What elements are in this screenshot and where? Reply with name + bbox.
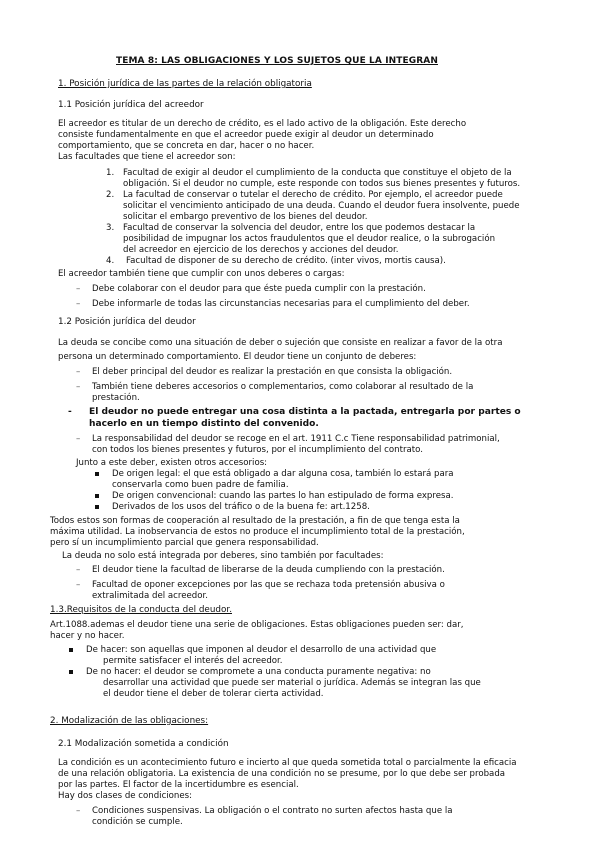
list-item: La facultad de conservar o tutelar el derecho de crédito. Por ejemplo, el acreedor puede <box>123 190 503 200</box>
paragraph-line: máxima utilidad. La inobservancia de estos no produce el incumplimiento total de la prestación, <box>50 527 465 537</box>
list-number: 2. <box>106 190 115 200</box>
list-item: solicitar el vencimiento anticipado de una deuda. Cuando el deudor fuera insolvente, puede <box>123 201 520 211</box>
paragraph-line: consiste fundamentalmente en que el acreedor puede exigir al deudor un determinado <box>58 130 434 140</box>
list-item: Debe colaborar con el deudor para que éste pueda cumplir con la prestación. <box>92 284 426 294</box>
subsection-2-1-heading: 2.1 Modalización sometida a condición <box>58 739 229 749</box>
paragraph-line: Art.1088.ademas el deudor tiene una serie de obligaciones. Estas obligaciones pueden ser: dar, <box>50 620 464 630</box>
list-item: De origen legal: el que está obligado a dar alguna cosa, también lo estará para <box>112 469 454 479</box>
bold-list-item: hacerlo en un tiempo distinto del convenido. <box>89 419 319 429</box>
list-item: prestación. <box>92 393 140 403</box>
list-item: extralimitada del acreedor. <box>92 591 208 601</box>
list-item: Condiciones suspensivas. La obligación o el contrato no surten afectos hasta que la <box>92 806 453 816</box>
paragraph-line: por las partes. El factor de la incertidumbre es esencial. <box>58 780 299 790</box>
list-number: 3. <box>106 223 115 233</box>
list-item: con todos los bienes presentes y futuros, por el incumplimiento del contrato. <box>92 445 423 455</box>
list-item: obligación. Si el deudor no cumple, este responde con todos sus bienes presentes y futuros. <box>123 179 521 189</box>
paragraph-line: El acreedor también tiene que cumplir con unos deberes o cargas: <box>58 269 345 279</box>
list-item: La responsabilidad del deudor se recoge en el art. 1911 C.c Tiene responsabilidad patrimonial, <box>92 434 500 444</box>
list-item: De hacer: son aquellas que imponen al deudor el desarrollo de una actividad que <box>86 645 437 655</box>
list-item: Facultad de oponer excepciones por las que se rechaza toda pretensión abusiva o <box>92 580 445 590</box>
paragraph-line: pero sí un incumplimiento parcial que genera responsabilidad. <box>50 538 319 548</box>
section-2-heading: 2. Modalización de las obligaciones: <box>50 716 209 726</box>
paragraph-line: hacer y no hacer. <box>50 631 125 641</box>
list-item: También tiene deberes accesorios o complementarios, como colaborar al resultado de la <box>92 382 474 392</box>
square-bullet-icon <box>69 648 73 652</box>
list-item: Derivados de los usos del tráfico o de la buena fe: art.1258. <box>112 502 370 512</box>
list-item: De origen convencional: cuando las partes lo han estipulado de forma expresa. <box>112 491 454 501</box>
subsection-1-3-heading: 1.3.Requisitos de la conducta del deudor. <box>50 605 232 615</box>
dash-bullet-icon: - <box>68 407 72 417</box>
dash-bullet-icon: – <box>76 299 81 309</box>
square-bullet-icon <box>95 505 99 509</box>
list-item: El deudor tiene la facultad de liberarse de la deuda cumpliendo con la prestación. <box>92 565 445 575</box>
dash-bullet-icon: – <box>76 565 81 575</box>
list-item: solicitar el embargo preventivo de los bienes del deudor. <box>123 212 368 222</box>
square-bullet-icon <box>95 472 99 476</box>
paragraph-line: Las facultades que tiene el acreedor son: <box>58 152 236 162</box>
list-number: 1. <box>106 168 115 178</box>
paragraph-line: de una relación obligatoria. La existencia de una condición no se presume, por lo que debe ser probada <box>58 769 506 779</box>
list-item: El deber principal del deudor es realizar la prestación en que consista la obligación. <box>92 367 453 377</box>
list-item: el deudor tiene el deber de tolerar cierta actividad. <box>103 689 324 699</box>
paragraph-line: persona un determinado comportamiento. El deudor tiene un conjunto de deberes: <box>58 352 417 362</box>
subsection-1-1-heading: 1.1 Posición jurídica del acreedor <box>58 100 204 110</box>
list-item: permite satisfacer el interés del acreedor. <box>103 656 283 666</box>
list-item: De no hacer: el deudor se compromete a una conducta puramente negativa: no <box>86 667 431 677</box>
list-item: Facultad de conservar la solvencia del deudor, entre los que podemos destacar la <box>123 223 476 233</box>
paragraph-line: La deuda se concibe como una situación de deber o sujeción que consiste en realizar a favor de la otra <box>58 338 503 348</box>
paragraph-line: La condición es un acontecimiento futuro e incierto al que queda sometida total o parcialmente la eficacia <box>58 758 517 768</box>
list-item: Debe informarle de todas las circunstancias necesarias para el cumplimiento del deber. <box>92 299 470 309</box>
bold-list-item: El deudor no puede entregar una cosa distinta a la pactada, entregarla por partes o <box>89 407 521 417</box>
list-item: Facultad de exigir al deudor el cumplimiento de la conducta que constituye el objeto de la <box>123 168 512 178</box>
list-item: desarrollar una actividad que puede ser material o jurídica. Además se integran las que <box>103 678 481 688</box>
list-item: condición se cumple. <box>92 817 183 827</box>
dash-bullet-icon: – <box>76 382 81 392</box>
list-item: posibilidad de impugnar los actos fraudulentos que el deudor realice, o la subrogación <box>123 234 496 244</box>
paragraph-line: Junto a este deber, existen otros accesorios: <box>76 458 268 468</box>
paragraph-line: El acreedor es titular de un derecho de crédito, es el lado activo de la obligación. Este derecho <box>58 119 467 129</box>
subsection-1-2-heading: 1.2 Posición jurídica del deudor <box>58 317 196 327</box>
dash-bullet-icon: – <box>76 434 81 444</box>
paragraph-line: Todos estos son formas de cooperación al resultado de la prestación, a fin de que tenga esta la <box>50 516 460 526</box>
paragraph-line: La deuda no solo está integrada por deberes, sino también por facultades: <box>62 551 384 561</box>
list-item: Facultad de disponer de su derecho de crédito. (inter vivos, mortis causa). <box>126 256 446 266</box>
section-1-heading: 1. Posición jurídica de las partes de la relación obligatoria <box>58 79 312 89</box>
list-item: conservarla como buen padre de familia. <box>112 480 289 490</box>
dash-bullet-icon: – <box>76 806 81 816</box>
square-bullet-icon <box>69 670 73 674</box>
paragraph-line: comportamiento, que se concreta en dar, hacer o no hacer. <box>58 141 315 151</box>
page-title: TEMA 8: LAS OBLIGACIONES Y LOS SUJETOS QUE LA INTEGRAN <box>116 56 438 66</box>
dash-bullet-icon: – <box>76 580 81 590</box>
dash-bullet-icon: – <box>76 284 81 294</box>
square-bullet-icon <box>95 494 99 498</box>
paragraph-line: Hay dos clases de condiciones: <box>58 791 193 801</box>
list-number: 4. <box>106 256 115 266</box>
dash-bullet-icon: – <box>76 367 81 377</box>
list-item: del acreedor en ejercicio de los derechos y acciones del deudor. <box>123 245 399 255</box>
